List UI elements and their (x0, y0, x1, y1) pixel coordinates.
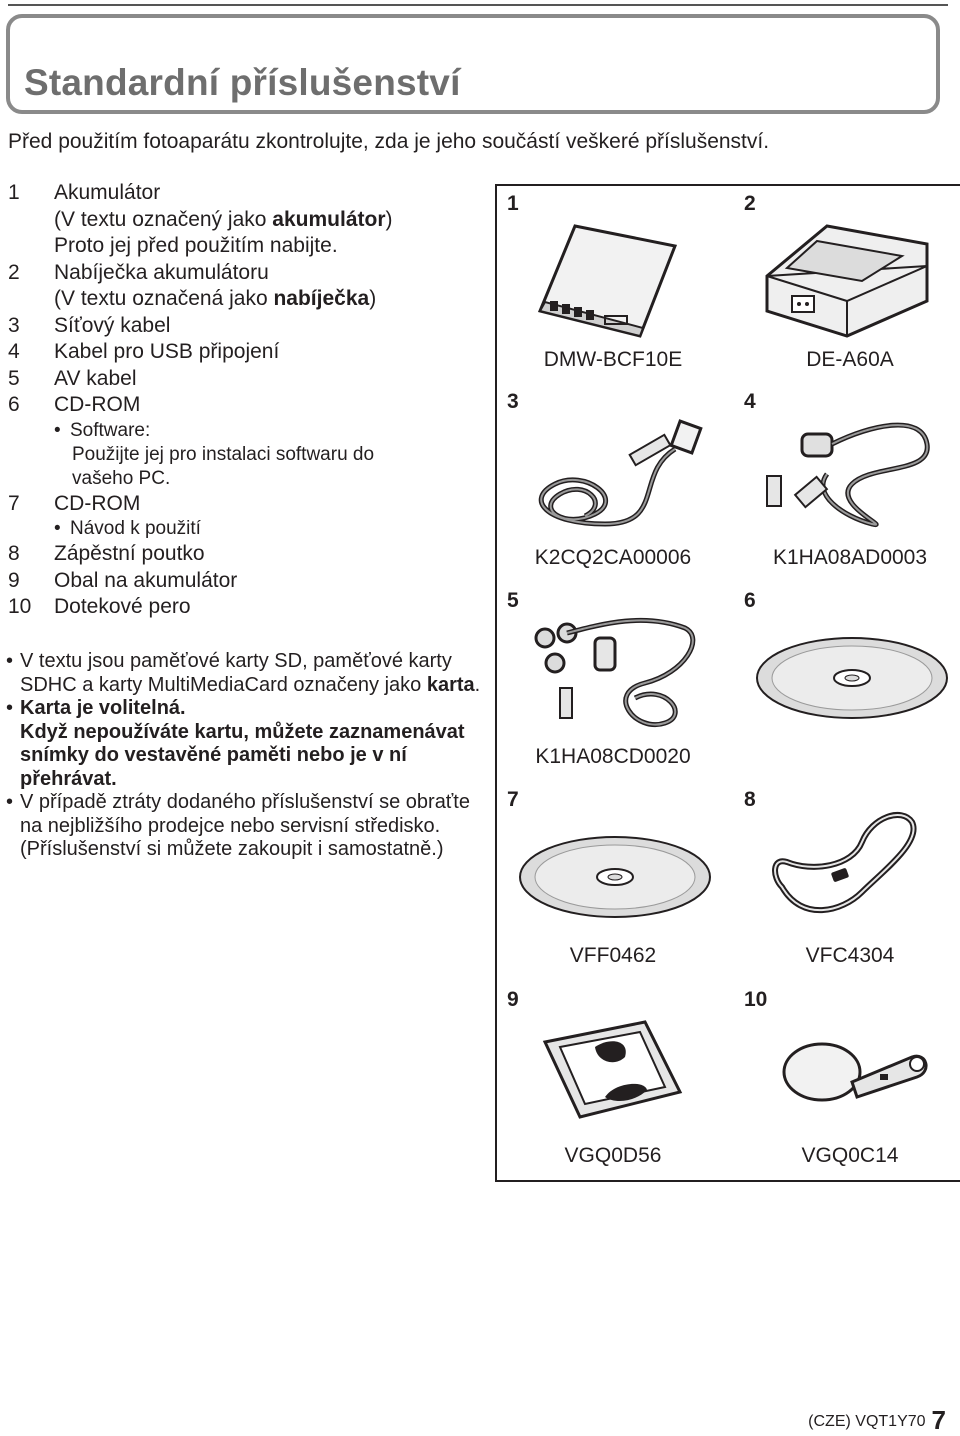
cd-rom-icon (752, 603, 952, 743)
list-item (8, 260, 393, 287)
cell-number: 4 (744, 390, 756, 413)
cell-number: 9 (507, 988, 519, 1011)
cell-number: 8 (744, 788, 756, 811)
detail-text: ) (369, 287, 377, 310)
list-item (8, 313, 393, 340)
grid-cell (734, 186, 960, 384)
page-number: 7 (931, 1405, 946, 1435)
item-label: CD-ROM (54, 491, 141, 515)
item-number: 4 (8, 340, 20, 363)
item-detail: Proto jej před použitím nabijte. (54, 234, 338, 257)
list-item (8, 594, 393, 621)
item-label: Kabel pro USB připojení (54, 340, 280, 363)
sub-item-text: vašeho PC. (72, 467, 171, 489)
grid-cell (497, 583, 732, 781)
bullet: • (6, 791, 14, 813)
cell-number: 6 (744, 589, 756, 612)
item-label: Zápěstní poutko (54, 542, 205, 565)
notes-section (6, 650, 486, 862)
sub-item (8, 419, 393, 443)
item-detail (8, 207, 393, 234)
sub-item (8, 517, 393, 541)
note (6, 791, 486, 862)
bullet: • (6, 650, 14, 672)
battery-icon (515, 206, 715, 346)
battery-case-icon (515, 1002, 715, 1142)
model-number: K1HA08AD0003 (772, 546, 928, 569)
cell-number: 10 (744, 988, 768, 1011)
cd-rom-icon (515, 802, 715, 942)
grid-cell (734, 982, 960, 1180)
item-number: 1 (8, 181, 20, 204)
grid-cell (497, 982, 732, 1180)
item-number: 8 (8, 542, 20, 565)
item-number: 3 (8, 313, 20, 337)
note-bold: Když nepoužíváte kartu, můžete zaznamenávat snímky do vestavěné paměti nebo je v ní přehrávat. (20, 720, 465, 790)
intro-text: Před použitím fotoaparátu zkontrolujte, zda je jeho součástí veškeré příslušenství. (8, 130, 770, 153)
grid-cell (497, 384, 732, 582)
note-bold: karta (426, 673, 475, 696)
item-number: 9 (8, 568, 20, 592)
note (6, 650, 486, 697)
model-number: K2CQ2CA00006 (534, 546, 692, 569)
charger-icon (752, 206, 952, 346)
grid-cell (497, 782, 732, 980)
model-number: DE-A60A (806, 348, 894, 371)
item-label: Dotekové pero (54, 595, 191, 618)
item-number: 5 (8, 366, 20, 390)
cell-number: 5 (507, 589, 519, 612)
bullet: • (54, 419, 61, 441)
sub-item-text: Použijte jej pro instalaci softwaru do (72, 443, 375, 465)
detail-bold: akumulátor (272, 207, 386, 231)
note-bold: Karta je volitelná. (20, 697, 186, 719)
item-label: CD-ROM (54, 393, 141, 416)
note-text: V případě ztráty dodaného příslušenství se obraťte na nejbližšího prodejce nebo servisní středisko. (Příslušenství si můžete zakoupit i samostatně.) (20, 791, 470, 860)
top-rule (8, 4, 948, 6)
bullet: • (54, 518, 61, 539)
list-item (8, 392, 393, 419)
detail-bold: nabíječka (273, 287, 370, 310)
hand-strap-icon (752, 802, 952, 942)
cell-number: 7 (507, 788, 519, 811)
model-number: DMW-BCF10E (543, 348, 683, 371)
av-cable-icon (515, 603, 715, 743)
ac-cable-icon (515, 404, 715, 544)
item-number: 2 (8, 260, 20, 284)
list-item (8, 568, 393, 595)
accessory-list (8, 180, 393, 621)
item-number: 7 (8, 491, 20, 515)
detail-text: ) (385, 207, 393, 231)
list-item (8, 491, 393, 518)
page-footer (808, 1405, 946, 1436)
note (6, 697, 486, 791)
page-title: Standardní příslušenství (24, 62, 461, 103)
note-text: . (474, 673, 481, 696)
list-item (8, 339, 393, 366)
accessory-grid (495, 184, 960, 1182)
note-text: V textu jsou paměťové karty SD, paměťové karty SDHC a karty MultiMediaCard označeny jako (20, 650, 452, 696)
item-label: Obal na akumulátor (54, 568, 238, 592)
list-item (8, 541, 393, 568)
bullet: • (6, 697, 14, 719)
model-number: VFF0462 (569, 944, 657, 967)
model-number: VGQ0D56 (564, 1144, 662, 1167)
list-item (8, 366, 393, 393)
stylus-pen-icon (752, 1002, 952, 1142)
item-label: Nabíječka akumulátoru (54, 260, 269, 284)
item-label: Akumulátor (54, 181, 161, 204)
model-number: VFC4304 (805, 944, 895, 967)
item-detail (8, 286, 393, 313)
list-item (8, 180, 393, 207)
cell-number: 3 (507, 390, 519, 413)
grid-cell (497, 186, 732, 384)
detail-text: (V textu označený jako (54, 207, 273, 231)
detail-text: (V textu označená jako (54, 287, 274, 310)
model-number: K1HA08CD0020 (535, 745, 691, 768)
item-label: AV kabel (54, 366, 137, 390)
usb-cable-icon (752, 404, 952, 544)
cell-number: 2 (744, 192, 756, 215)
grid-cell (734, 583, 960, 781)
grid-cell (734, 384, 960, 582)
grid-cell (734, 782, 960, 980)
cell-number: 1 (507, 192, 519, 215)
sub-item-text: Návod k použití (70, 518, 201, 539)
doc-code: (CZE) VQT1Y70 (808, 1413, 926, 1430)
item-number: 6 (8, 393, 20, 416)
item-number: 10 (8, 595, 32, 618)
model-number: VGQ0C14 (801, 1144, 899, 1167)
sub-item-text: Software: (70, 419, 151, 441)
item-label: Síťový kabel (54, 313, 171, 337)
